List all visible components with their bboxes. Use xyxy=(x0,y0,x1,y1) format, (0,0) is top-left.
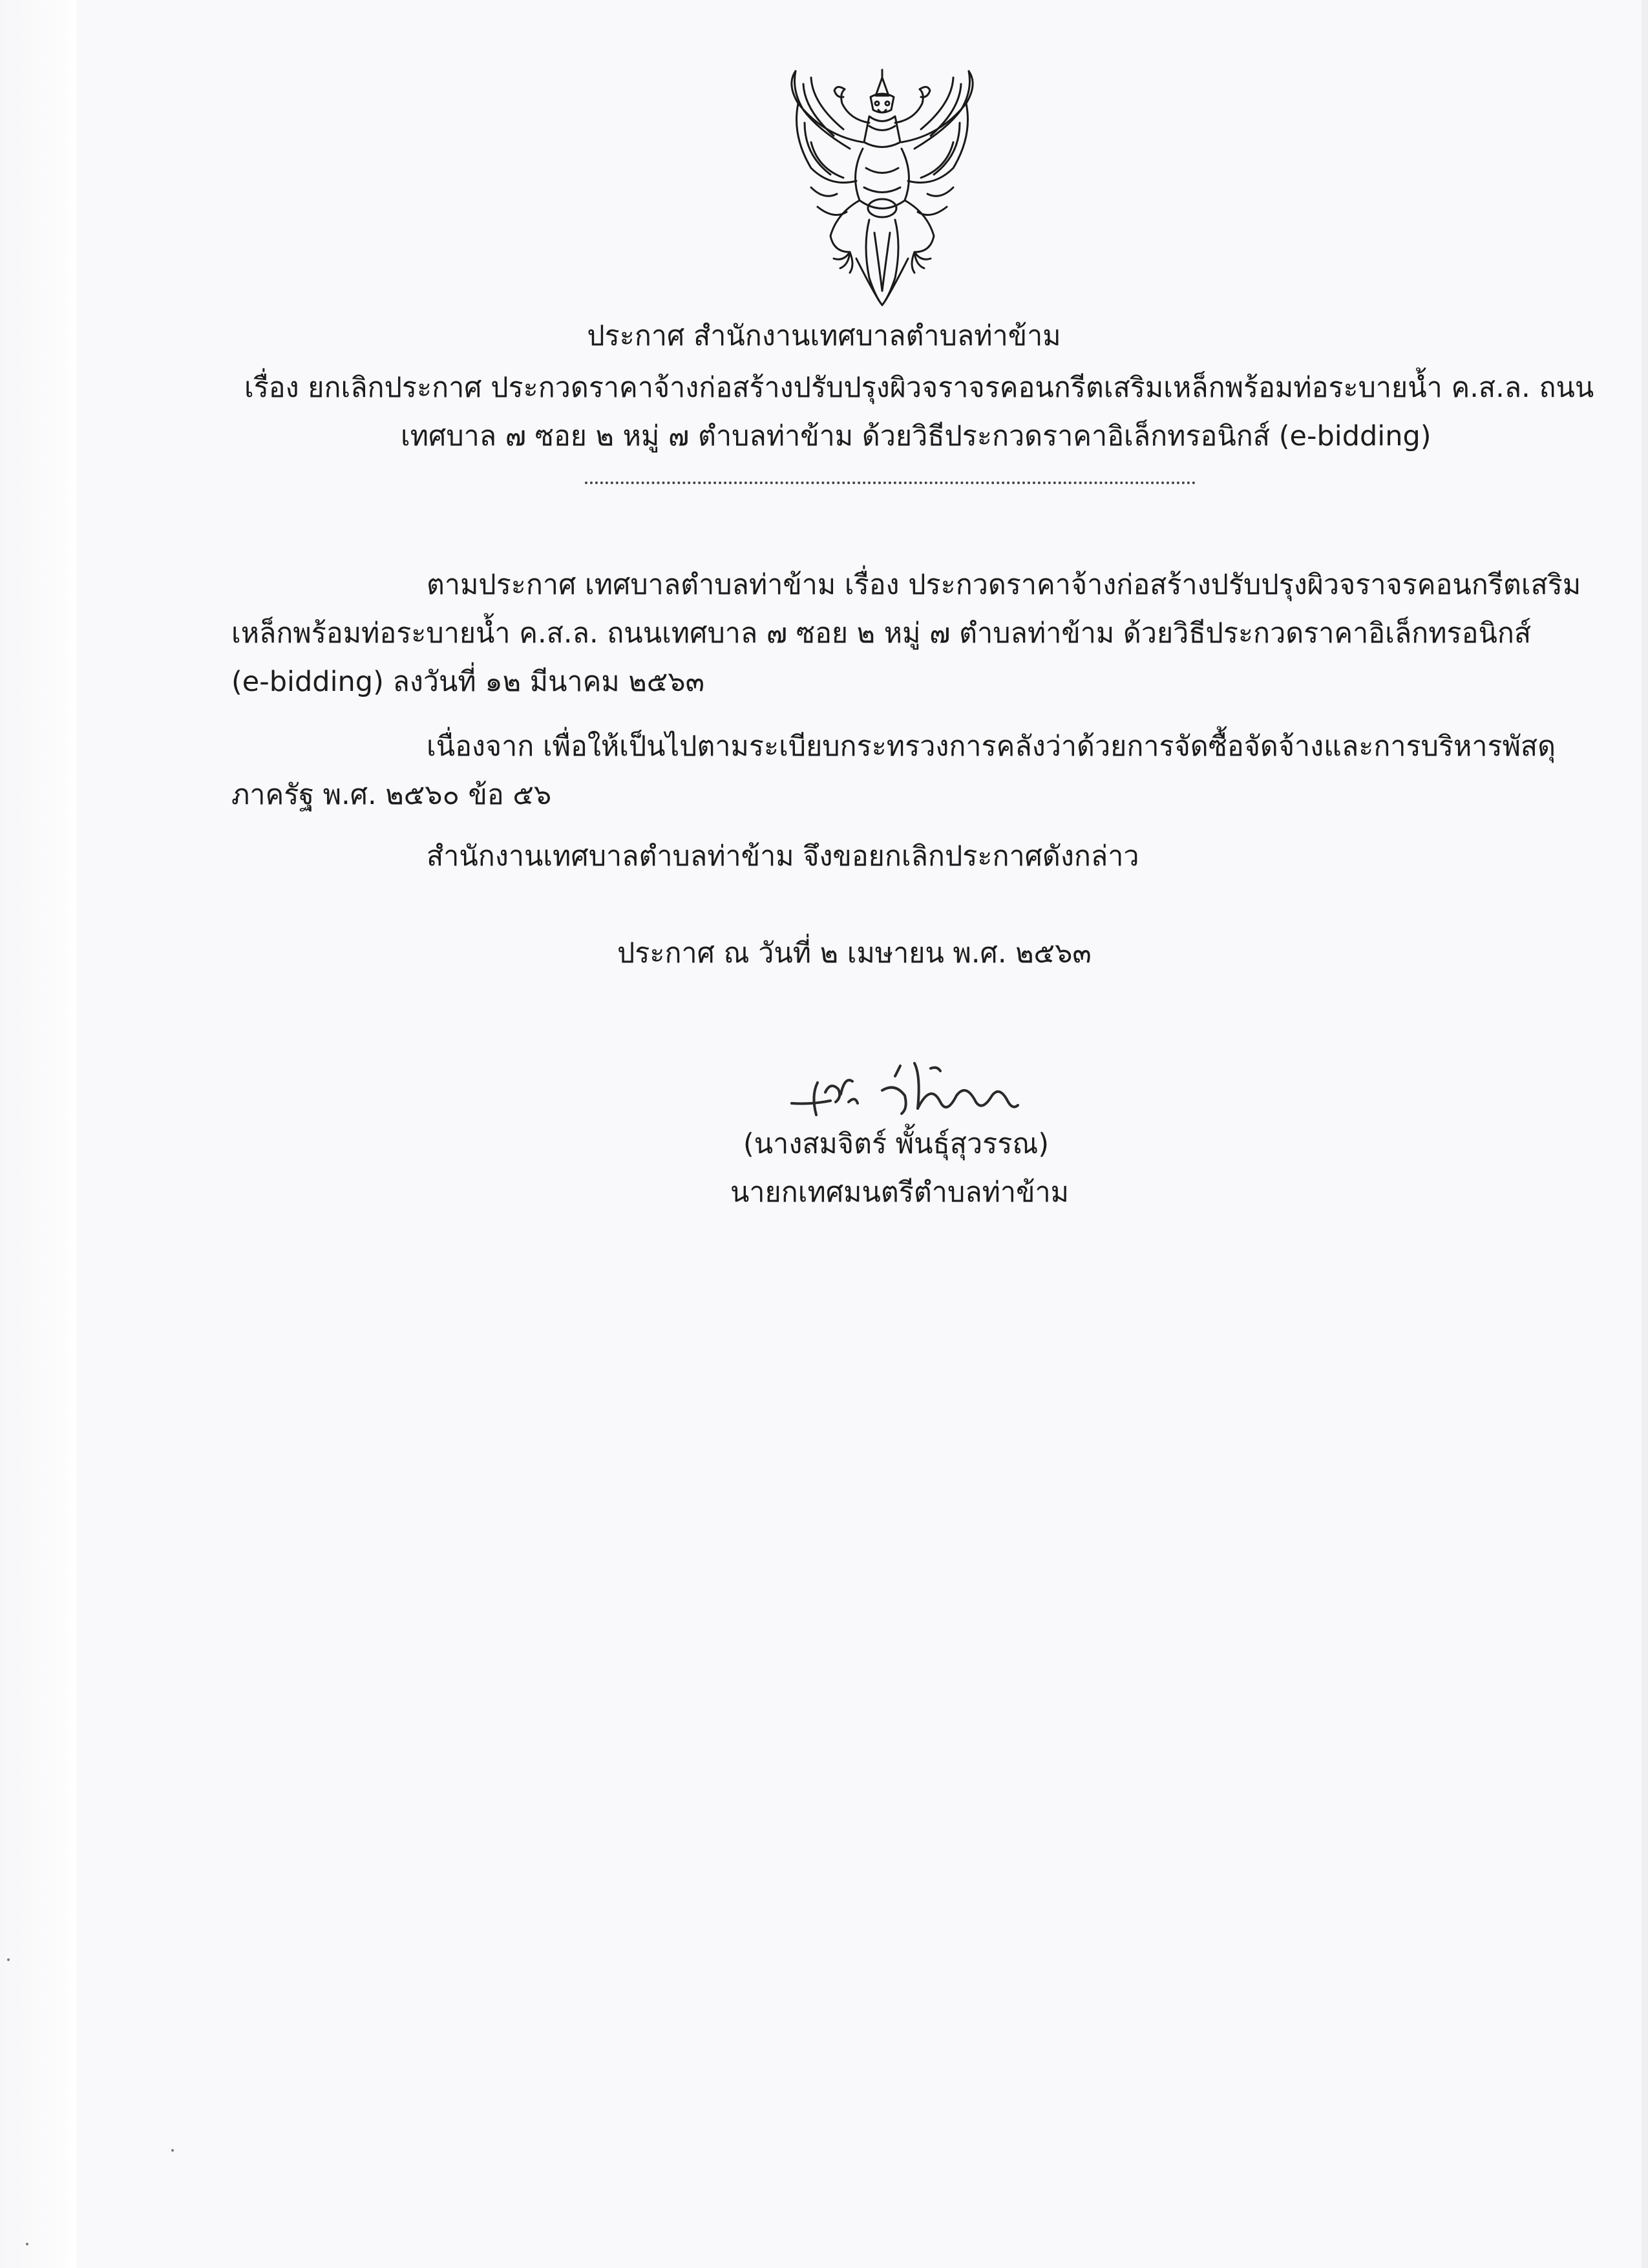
handwritten-signature xyxy=(785,1057,1076,1128)
announcement-date: ประกาศ ณ วันที่ ๒ เมษายน พ.ศ. ๒๕๖๓ xyxy=(617,937,1092,970)
scan-speck xyxy=(7,1958,10,1961)
paragraph-3-line-1: สำนักงานเทศบาลตำบลท่าข้าม จึงขอยกเลิกประกาศดังกล่าว xyxy=(427,840,1139,873)
signatory-name: (นางสมจิตร์ พั้นธุ์สุวรรณ) xyxy=(743,1128,1050,1160)
title-divider xyxy=(585,482,1196,484)
paragraph-1-line-3: (e-bidding) ลงวันที่ ๑๒ มีนาคม ๒๕๖๓ xyxy=(231,666,704,698)
paragraph-1-line-2: เหล็กพร้อมท่อระบายน้ำ ค.ส.ล. ถนนเทศบาล ๗ ซอย ๒ หมู่ ๗ ตำบลท่าข้าม ด้วยวิธีประกวดราคาอิเล็กทรอนิกส์ xyxy=(231,617,1532,650)
scan-speck xyxy=(26,2243,28,2245)
subject-line-1: เรื่อง ยกเลิกประกาศ ประกวดราคาจ้างก่อสร้างปรับปรุงผิวจราจรคอนกรีตเสริมเหล็กพร้อมท่อระบายน้ำ ค.ส.ล. ถนน xyxy=(244,372,1594,404)
scan-speck xyxy=(171,2149,174,2152)
signatory-position: นายกเทศมนตรีตำบลท่าข้าม xyxy=(730,1176,1069,1209)
paragraph-2-line-1: เนื่องจาก เพื่อให้เป็นไปตามระเบียบกระทรวงการคลังว่าด้วยการจัดซื้อจัดจ้างและการบริหารพัสดุ xyxy=(427,730,1556,763)
garuda-emblem-icon xyxy=(772,65,992,310)
announcement-title: ประกาศ สำนักงานเทศบาลตำบลท่าข้าม xyxy=(587,320,1061,352)
paragraph-2-line-2: ภาครัฐ พ.ศ. ๒๕๖๐ ข้อ ๕๖ xyxy=(231,779,552,811)
subject-line-2: เทศบาล ๗ ซอย ๒ หมู่ ๗ ตำบลท่าข้าม ด้วยวิธีประกวดราคาอิเล็กทรอนิกส์ (e-bidding) xyxy=(401,420,1431,452)
paragraph-1-line-1: ตามประกาศ เทศบาลตำบลท่าข้าม เรื่อง ประกวดราคาจ้างก่อสร้างปรับปรุงผิวจราจรคอนกรีตเสริม xyxy=(427,569,1581,601)
